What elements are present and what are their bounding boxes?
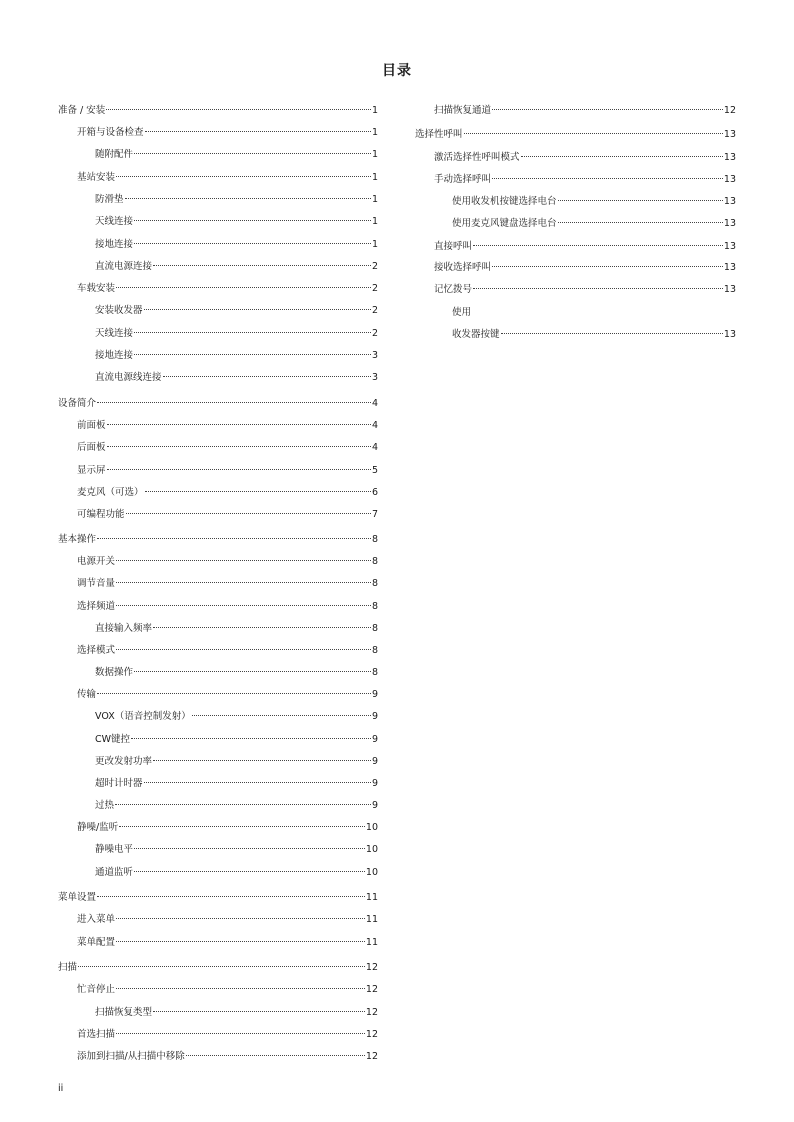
toc-entry-title: 直流电源连接 [95,261,153,272]
toc-leader-dots [163,376,371,377]
toc-entry-page-number: 8 [371,601,378,612]
toc-leader-dots [125,198,371,199]
toc-entry-page-number: 9 [371,734,378,745]
toc-leader-dots [116,1033,365,1034]
toc-entry-page-number: 2 [371,305,378,316]
toc-entry-title: 天线连接 [95,328,134,339]
toc-entry-title: 安装收发器 [95,305,143,316]
toc-entry[interactable] [58,866,378,880]
toc-entry-title: 后面板 [77,442,106,453]
toc-entry[interactable] [415,328,736,342]
toc-leader-dots [116,649,371,650]
toc-entry-title: 前面板 [77,420,106,431]
page-title: 目录 [382,63,412,79]
toc-leader-dots [134,848,365,849]
toc-entry[interactable] [415,128,736,142]
toc-entry-page-number: 4 [371,420,378,431]
toc-entry-page-number: 4 [371,398,378,409]
toc-entry-page-number: 11 [365,914,378,925]
toc-entry[interactable] [58,644,378,658]
toc-entry[interactable] [415,195,736,209]
toc-entry-title: 收发器按键 [452,329,500,340]
toc-entry-page-number: 13 [723,129,736,140]
toc-leader-dots [144,782,371,783]
toc-entry-page-number: 12 [365,1007,378,1018]
toc-leader-dots [501,333,723,334]
toc-entry[interactable] [58,666,378,680]
toc-entry-page-number: 9 [371,800,378,811]
toc-leader-dots [116,176,371,177]
toc-entry[interactable] [58,688,378,702]
toc-leader-dots [119,826,365,827]
toc-entry-title: 菜单设置 [58,892,97,903]
toc-entry-page-number: 1 [371,239,378,250]
toc-leader-dots [107,424,371,425]
toc-entry-page-number: 8 [371,667,378,678]
toc-entry-page-number: 9 [371,689,378,700]
toc-entry[interactable] [58,622,378,636]
toc-leader-dots [144,309,371,310]
toc-entry-title: 更改发射功率 [95,756,153,767]
toc-leader-dots [153,265,371,266]
toc-entry-title: 超时计时器 [95,778,143,789]
toc-entry[interactable] [415,173,736,187]
toc-entry-page-number: 3 [371,350,378,361]
toc-entry-page-number: 12 [723,105,736,116]
toc-entry[interactable] [415,240,736,254]
toc-entry-page-number: 6 [371,487,378,498]
toc-leader-dots [116,941,365,942]
toc-entry[interactable] [58,441,378,455]
toc-entry-title: 传输 [77,689,97,700]
toc-leader-dots [134,354,371,355]
toc-entry-page-number: 9 [371,778,378,789]
toc-entry-title: 显示屏 [77,465,106,476]
toc-entry[interactable] [415,151,736,165]
toc-entry-title: 使用麦克风键盘选择电台 [452,218,557,229]
toc-entry-page-number: 13 [723,152,736,163]
toc-entry-page-number: 12 [365,984,378,995]
toc-entry-title: 调节音量 [77,578,116,589]
toc-leader-dots [78,966,365,967]
toc-leader-dots [106,109,371,110]
toc-leader-dots [558,200,723,201]
toc-entry[interactable] [58,891,378,905]
toc-entry-title: 直接呼叫 [434,241,473,252]
toc-leader-dots [131,738,371,739]
toc-leader-dots [126,513,371,514]
toc-entry-page-number: 4 [371,442,378,453]
toc-leader-dots [134,871,365,872]
toc-leader-dots [134,243,371,244]
toc-entry-title: 选择性呼叫 [415,129,463,140]
toc-entry[interactable] [58,936,378,950]
toc-entry-title: 接收选择呼叫 [434,262,492,273]
toc-entry[interactable] [415,261,736,275]
toc-entry[interactable] [58,304,378,318]
toc-leader-dots [492,266,723,267]
toc-entry-page-number: 13 [723,174,736,185]
toc-entry[interactable] [58,600,378,614]
toc-entry-page-number: 1 [371,149,378,160]
toc-leader-dots [186,1055,365,1056]
toc-leader-dots [473,245,723,246]
toc-entry-title: 车载安装 [77,283,116,294]
toc-entry[interactable] [58,104,378,118]
toc-entry[interactable] [58,755,378,769]
toc-entry-title: 准备 / 安装 [58,105,106,116]
toc-entry-page-number: 13 [723,262,736,273]
toc-entry-page-number: 9 [371,711,378,722]
toc-leader-dots [116,918,365,919]
toc-entry-title: 忙音停止 [77,984,116,995]
toc-entry-title: 防滑垫 [95,194,124,205]
toc-entry-page-number: 12 [365,1051,378,1062]
toc-entry-title: 静噪电平 [95,844,134,855]
toc-entry-title: 开箱与设备检查 [77,127,144,138]
toc-entry[interactable] [415,306,736,320]
toc-leader-dots [134,220,371,221]
toc-entry[interactable] [415,104,736,118]
toc-leader-dots [558,222,723,223]
toc-entry-title: 使用 [452,307,472,318]
toc-entry[interactable] [58,260,378,274]
toc-leader-dots [116,605,371,606]
toc-entry-title: 菜单配置 [77,937,116,948]
toc-entry[interactable] [58,777,378,791]
toc-entry-title: 手动选择呼叫 [434,174,492,185]
toc-leader-dots [464,133,723,134]
toc-entry-page-number: 12 [365,1029,378,1040]
toc-entry-title: 通道监听 [95,867,134,878]
toc-entry[interactable] [58,464,378,478]
toc-leader-dots [153,627,371,628]
toc-entry-title: 使用收发机按键选择电台 [452,196,557,207]
toc-entry-page-number: 5 [371,465,378,476]
toc-entry-title: 记忆拨号 [434,284,473,295]
toc-entry-page-number: 13 [723,284,736,295]
toc-leader-dots [521,156,723,157]
toc-entry-page-number: 3 [371,372,378,383]
toc-entry[interactable] [58,843,378,857]
toc-entry-page-number: 1 [371,194,378,205]
toc-entry-title: 过热 [95,800,115,811]
toc-entry[interactable] [58,533,378,547]
toc-entry[interactable] [58,913,378,927]
toc-entry-page-number: 8 [371,578,378,589]
toc-entry-page-number: 7 [371,509,378,520]
toc-entry-title: 激活选择性呼叫模式 [434,152,520,163]
toc-leader-dots [153,760,371,761]
toc-leader-dots [192,715,371,716]
toc-entry[interactable] [58,961,378,975]
toc-entry[interactable] [58,193,378,207]
toc-entry[interactable] [58,282,378,296]
toc-entry-page-number: 2 [371,261,378,272]
toc-leader-dots [145,491,371,492]
toc-leader-dots [97,402,371,403]
toc-leader-dots [116,560,371,561]
toc-entry-page-number: 8 [371,556,378,567]
toc-entry-title: 天线连接 [95,216,134,227]
toc-entry-title: 选择频道 [77,601,116,612]
toc-entry[interactable] [58,799,378,813]
toc-leader-dots [492,178,723,179]
toc-entry[interactable] [58,238,378,252]
toc-entry[interactable] [58,577,378,591]
toc-entry-title: CW键控 [95,734,131,745]
toc-entry-title: 接地连接 [95,239,134,250]
footer-page-number: ii [58,1083,64,1094]
toc-entry-page-number: 8 [371,623,378,634]
toc-leader-dots [492,109,723,110]
toc-entry-title: 直流电源线连接 [95,372,162,383]
toc-entry-page-number: 9 [371,756,378,767]
toc-entry-title: 基本操作 [58,534,97,545]
toc-leader-dots [107,469,371,470]
toc-leader-dots [134,671,371,672]
toc-leader-dots [116,582,371,583]
toc-entry-page-number: 8 [371,645,378,656]
toc-entry-page-number: 1 [371,105,378,116]
toc-entry[interactable] [415,283,736,297]
toc-leader-dots [153,1011,365,1012]
toc-entry[interactable] [58,371,378,385]
toc-leader-dots [116,988,365,989]
toc-entry[interactable] [58,215,378,229]
toc-entry-page-number: 11 [365,892,378,903]
toc-entry-title: 选择模式 [77,645,116,656]
toc-entry[interactable] [58,555,378,569]
toc-entry-page-number: 10 [365,844,378,855]
toc-entry-title: 直接输入频率 [95,623,153,634]
toc-entry-title: 接地连接 [95,350,134,361]
toc-entry[interactable] [58,508,378,522]
toc-leader-dots [115,804,371,805]
toc-entry[interactable] [58,983,378,997]
toc-entry-page-number: 13 [723,218,736,229]
toc-entry-page-number: 1 [371,127,378,138]
toc-entry[interactable] [58,126,378,140]
toc-entry-title: VOX（语音控制发射） [95,711,191,722]
toc-entry[interactable] [58,148,378,162]
toc-entry-title: 静噪/监听 [77,822,119,833]
toc-leader-dots [97,896,365,897]
toc-entry[interactable] [58,349,378,363]
toc-entry-title: 设备简介 [58,398,97,409]
toc-entry-title: 电源开关 [77,556,116,567]
toc-entry-title: 基站安装 [77,172,116,183]
toc-entry[interactable] [58,710,378,724]
toc-entry[interactable] [58,1006,378,1020]
toc-entry-title: 添加到扫描/从扫描中移除 [77,1051,185,1062]
toc-entry-title: 进入菜单 [77,914,116,925]
toc-entry-page-number: 10 [365,822,378,833]
toc-entry-title: 扫描恢复通道 [434,105,492,116]
toc-leader-dots [97,538,371,539]
toc-entry-title: 数据操作 [95,667,134,678]
toc-leader-dots [134,332,371,333]
toc-entry-title: 首选扫描 [77,1029,116,1040]
toc-entry-page-number: 8 [371,534,378,545]
toc-entry-title: 随附配件 [95,149,134,160]
toc-leader-dots [107,446,371,447]
toc-entry[interactable] [58,1028,378,1042]
toc-leader-dots [97,693,371,694]
toc-entry-title: 扫描 [58,962,78,973]
toc-leader-dots [116,287,371,288]
toc-entry[interactable] [58,327,378,341]
toc-entry-page-number: 13 [723,241,736,252]
toc-entry-page-number: 1 [371,172,378,183]
toc-entry-page-number: 1 [371,216,378,227]
toc-entry-page-number: 13 [723,329,736,340]
toc-entry-title: 扫描恢复类型 [95,1007,153,1018]
toc-leader-dots [473,288,723,289]
toc-entry[interactable] [58,397,378,411]
toc-entry-title: 可编程功能 [77,509,125,520]
toc-entry-title: 麦克风（可选） [77,487,144,498]
toc-entry[interactable] [58,486,378,500]
toc-entry[interactable] [58,419,378,433]
toc-entry-page-number: 12 [365,962,378,973]
toc-entry-page-number: 11 [365,937,378,948]
toc-entry[interactable] [58,733,378,747]
toc-entry[interactable] [58,1050,378,1064]
toc-entry[interactable] [415,217,736,231]
toc-leader-dots [134,153,371,154]
toc-entry-page-number: 2 [371,283,378,294]
toc-entry[interactable] [58,821,378,835]
toc-entry-page-number: 13 [723,196,736,207]
toc-entry-page-number: 10 [365,867,378,878]
toc-leader-dots [145,131,371,132]
toc-entry-page-number: 2 [371,328,378,339]
toc-entry[interactable] [58,171,378,185]
